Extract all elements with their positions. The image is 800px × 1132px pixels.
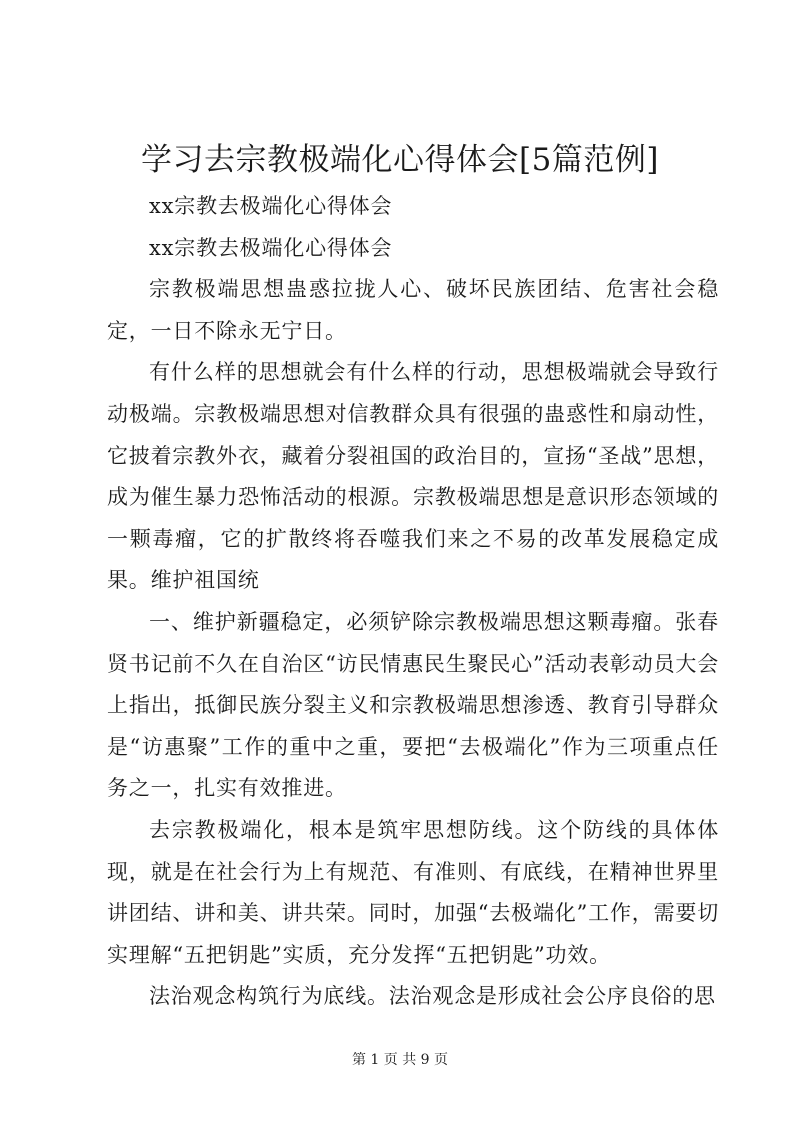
paragraph-3: 一、维护新疆稳定，必须铲除宗教极端思想这颗毒瘤。张春贤书记前不久在自治区“访民情惠民生聚民心”活动表彰动员大会上指出，抵御民族分裂主义和宗教极端思想渗透、教育引导群众是“访惠聚”工作的重中之重，要把“去极端化”作为三项重点任务之一，扎实有效推进。 xyxy=(107,609,719,801)
paragraph-2: 有什么样的思想就会有什么样的行动，思想极端就会导致行动极端。宗教极端思想对信教群众具有很强的蛊惑性和扇动性，它披着宗教外衣，藏着分裂祖国的政治目的，宣扬“圣战”思想，成为催生暴力恐怖活动的根源。宗教极端思想是意识形态领域的一颗毒瘤，它的扩散终将吞噬我们来之不易的改革发展稳定成果。维护祖国统 xyxy=(107,360,719,593)
page-number-footer: 第 1 页 共 9 页 xyxy=(351,1052,449,1068)
paragraph-5: 法治观念构筑行为底线。法治观念是形成社会公序良俗的思 xyxy=(149,984,716,1009)
document-title: 学习去宗教极端化心得体会[5篇范例] xyxy=(141,142,659,178)
paragraph-subtitle-2: xx宗教去极端化心得体会 xyxy=(149,235,393,260)
document-body xyxy=(107,186,719,1018)
paragraph-1: 宗教极端思想蛊惑拉拢人心、破坏民族团结、危害社会稳定，一日不除永无宁日。 xyxy=(107,277,719,343)
paragraph-subtitle-1: xx宗教去极端化心得体会 xyxy=(149,194,393,218)
paragraph-4: 去宗教极端化，根本是筑牢思想防线。这个防线的具体体现，就是在社会行为上有规范、有准则、有底线，在精神世界里讲团结、讲和美、讲共荣。同时，加强“去极端化”工作，需要切实理解“五把钥匙”实质，充分发挥“五把钥匙”功效。 xyxy=(107,817,719,967)
